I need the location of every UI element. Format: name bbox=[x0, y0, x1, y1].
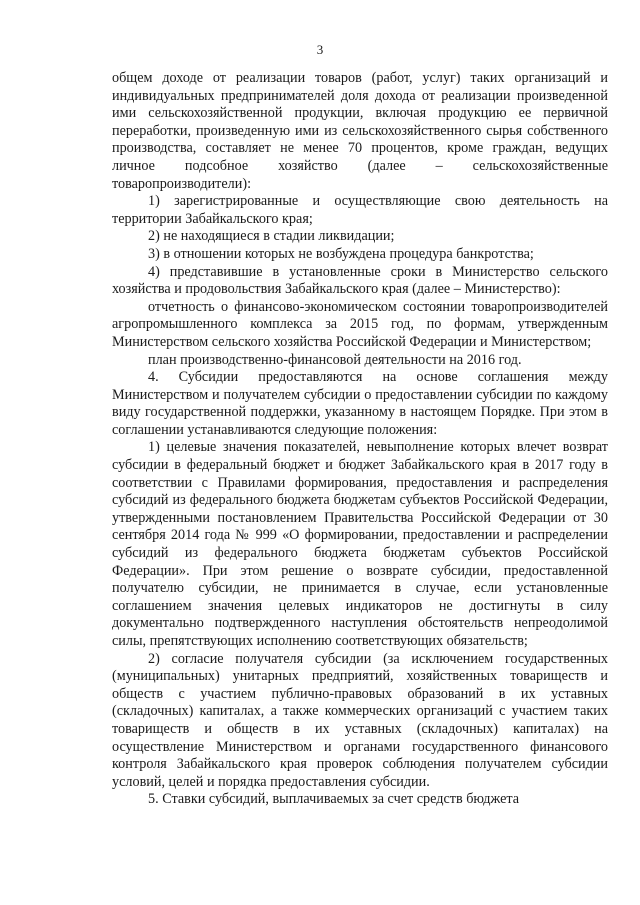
paragraph-section-4-item-2: 2) согласие получателя субсидии (за исключением государственных (муниципальных) унитарных предприятий, хозяйственных товариществ и обществ с участием публично-правовых образований в их уставных (складочных) капиталах, а также коммерческих организаций с участием таких товариществ и обществ в их уставных (складочных) капиталах) на осуществление Министерством и органами государственного финансового контроля Забайкальского края проверок соблюдения получателем субсидии условий, целей и порядка предоставления субсидии. bbox=[112, 650, 608, 790]
paragraph-item-3-no-bankruptcy: 3) в отношении которых не возбуждена процедура банкротства; bbox=[148, 245, 534, 262]
paragraph-item-2-not-liquidated: 2) не находящиеся в стадии ликвидации; bbox=[148, 228, 395, 245]
paragraph-section-4-item-1: 1) целевые значения показателей, невыполнение которых влечет возврат субсидии в федеральный бюджет и бюджет Забайкальского края в 2017 году в соответствии с Правилами формирования, предоставления и распределения субсидий из федерального бюджета бюджетам субъектов Российской Федерации, утвержденными постановлением Правительства Российской Федерации от 30 сентября 2014 года № 999 «О формировании, предоставлении и распределении субсидий из федерального бюджета бюджетам субъектов Российской Федерации». При этом решение о возврате субсидии, предоставленной получателю субсидии, не принимается в случае, если установленные соглашением значения целевых индикаторов не достигнуты в силу документально подтвержденного наступления обстоятельств непреодолимой силы, препятствующих исполнению соответствующих обязательств; bbox=[112, 439, 608, 649]
paragraph-financial-report: отчетность о финансово-экономическом состоянии товаропроизводителей агропромышленного комплекса за 2015 год, по формам, утвержденным Министерством сельского хозяйства Российской Федерации и Министерством; bbox=[112, 298, 608, 350]
paragraph-section-4: 4. Субсидии предоставляются на основе соглашения между Министерством и получателем субсидии о предоставлении субсидии по каждому виду государственной поддержки, указанному в настоящем Порядке. При этом в соглашении устанавливаются следующие положения: bbox=[112, 369, 608, 438]
paragraph-intro: общем доходе от реализации товаров (работ, услуг) таких организаций и индивидуальных предпринимателей доля дохода от реализации произведенной ими сельскохозяйственной продукции, включая продукцию ее первичной переработки, произведенную ими из сельскохозяйственного сырья собственного производства, составляет не менее 70 процентов, кроме граждан, ведущих личное подсобное хозяйство (далее – сельскохозяйственные товаропроизводители): bbox=[112, 70, 608, 192]
paragraph-section-5: 5. Ставки субсидий, выплачиваемых за счет средств бюджета bbox=[148, 791, 520, 808]
paragraph-production-plan: план производственно-финансовой деятельности на 2016 год. bbox=[148, 351, 522, 368]
paragraph-item-1-registered: 1) зарегистрированные и осуществляющие свою деятельность на территории Забайкальского края; bbox=[112, 193, 608, 227]
document-body bbox=[112, 70, 608, 809]
paragraph-item-4-reporting: 4) представившие в установленные сроки в Министерство сельского хозяйства и продовольствия Забайкальского края (далее – Министерство): bbox=[112, 263, 608, 298]
page-number: 3 bbox=[316, 42, 324, 57]
